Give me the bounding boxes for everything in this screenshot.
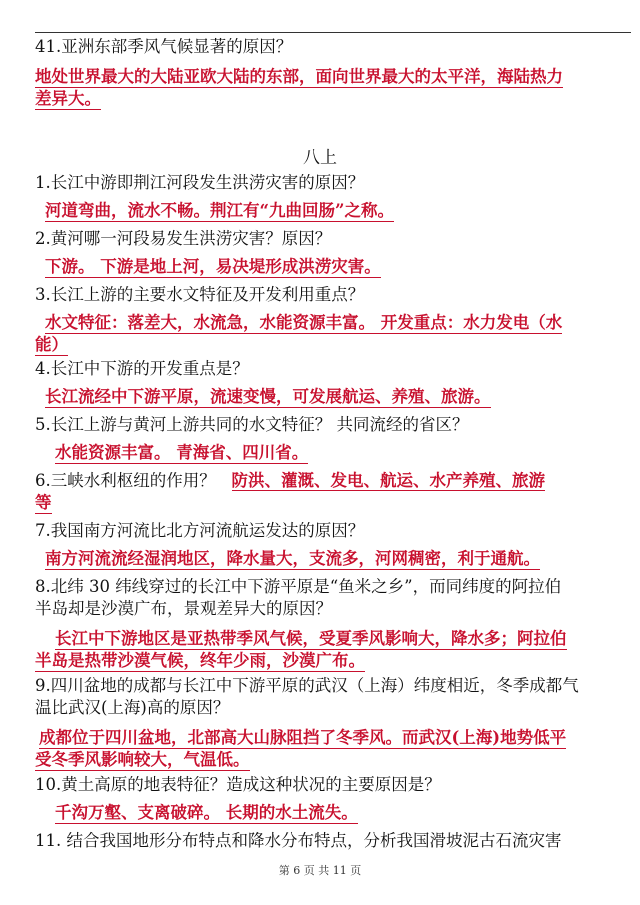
answer-line: 半岛是热带沙漠气候，终年少雨，沙漠广布。 (35, 651, 365, 670)
question-text: 9.四川盆地的成都与长江中下游平原的武汉（上海）纬度相近，冬季成都气 (35, 676, 579, 695)
question-41 (35, 36, 631, 110)
question-6 (35, 470, 631, 514)
answer-line: 下游。 下游是地上河，易决堤形成洪涝灾害。 (45, 257, 381, 276)
question-4 (35, 358, 631, 408)
question-text: 4.长江中下游的开发重点是？ (35, 359, 249, 378)
answer-line: 地处世界最大的大陆亚欧大陆的东部，面向世界最大的太平洋，海陆热力 (35, 67, 563, 86)
answer-line: 河道弯曲，流水不畅。荆江有“九曲回肠”之称。 (45, 201, 394, 220)
question-text: 5.长江上游与黄河上游共同的水文特征？ 共同流经的省区？ (35, 415, 469, 434)
question-text: 8.北纬 30 纬线穿过的长江中下游平原是“鱼米之乡”，而同纬度的阿拉伯 (35, 577, 562, 596)
answer-line: 水文特征：落差大，水流急，水能资源丰富。 开发重点：水力发电（水 (45, 313, 563, 332)
question-1 (35, 172, 631, 222)
question-2 (35, 228, 631, 278)
answer-line: 能） (35, 335, 68, 354)
question-line: 6.三峡水利枢纽的作用？ 防洪、灌溉、发电、航运、水产养殖、旅游 (35, 471, 545, 490)
page-footer: 第 6 页 共 11 页 (278, 864, 362, 877)
answer-line: 南方河流流经湿润地区，降水量大，支流多，河网稠密，利于通航。 (45, 549, 540, 568)
question-9 (35, 675, 631, 771)
question-text: 2.黄河哪一河段易发生洪涝灾害？原因？ (35, 229, 332, 248)
question-10 (35, 774, 631, 824)
question-8 (35, 576, 631, 672)
question-text: 7.我国南方河流比北方河流航运发达的原因？ (35, 521, 365, 540)
question-7 (35, 520, 631, 570)
answer-line: 成都位于四川盆地，北部高大山脉阻挡了冬季风。而武汉(上海)地势低平 (39, 728, 567, 747)
question-text: 41.亚洲东部季风气候显著的原因？ (35, 37, 293, 56)
answer-line: 千沟万壑、支离破碎。 长期的水土流失。 (55, 803, 358, 822)
answer-line: 长江流经中下游平原，流速变慢，可发展航运、养殖、旅游。 (45, 387, 491, 406)
question-text: 3.长江上游的主要水文特征及开发利用重点？ (35, 285, 365, 304)
question-text: 半岛却是沙漠广布，景观差异大的原因？ (35, 599, 332, 618)
answer-line: 受冬季风影响较大，气温低。 (35, 750, 250, 769)
question-text: 11. 结合我国地形分布特点和降水分布特点，分析我国滑坡泥古石流灾害 (35, 831, 562, 850)
section-title: 八上 (303, 148, 337, 168)
question-5 (35, 414, 631, 464)
question-11 (35, 830, 631, 852)
question-text: 10.黄土高原的地表特征？造成这种状况的主要原因是？ (35, 775, 441, 794)
question-3 (35, 284, 631, 356)
question-text: 温比武汉(上海)高的原因？ (35, 698, 230, 717)
answer-line: 水能资源丰富。 青海省、四川省。 (55, 443, 309, 462)
question-text: 1.长江中游即荆江河段发生洪涝灾害的原因？ (35, 173, 365, 192)
top-rule (35, 32, 631, 33)
answer-line: 差异大。 (35, 89, 101, 108)
answer-line: 等 (35, 493, 52, 512)
answer-line: 长江中下游地区是亚热带季风气候，受夏季风影响大，降水多；阿拉伯 (55, 629, 567, 648)
